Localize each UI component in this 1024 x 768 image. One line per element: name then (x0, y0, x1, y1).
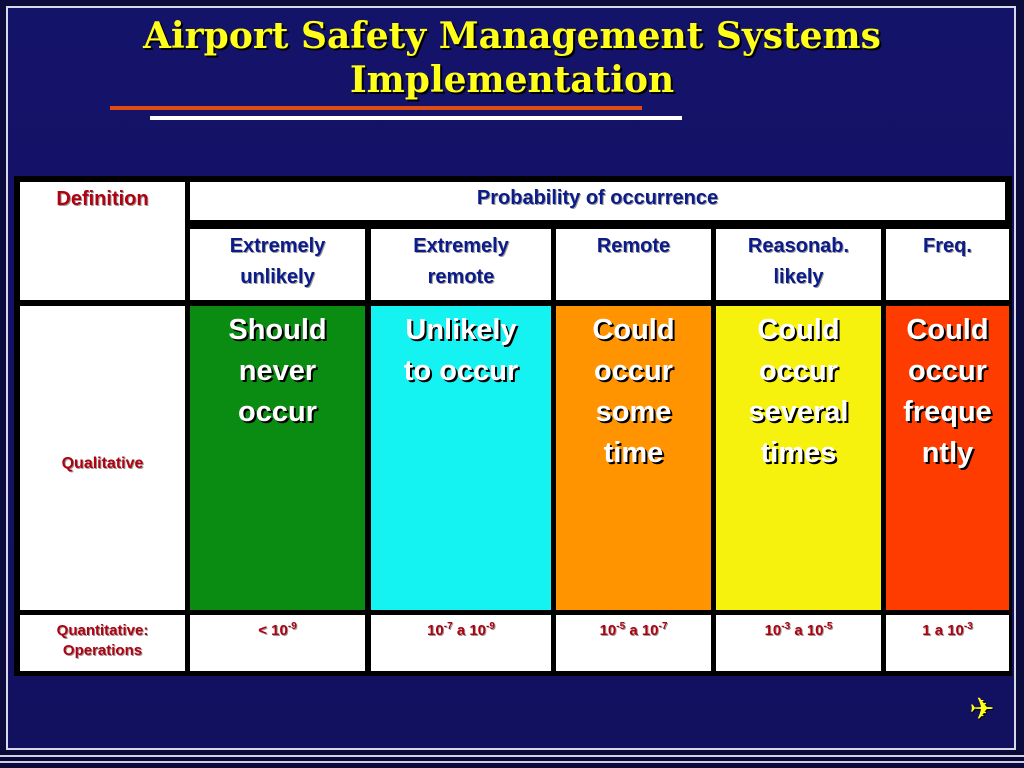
quantitative-exponent: -5 (616, 621, 626, 632)
quantitative-label-line1: Quantitative: (56, 622, 149, 639)
column-header-line1: Freq. (923, 235, 972, 257)
definition-header: Definition (56, 188, 149, 210)
qualitative-line: occur (594, 355, 673, 387)
qualitative-label: Qualitative (61, 455, 144, 472)
quantitative-exponent: -5 (823, 621, 833, 632)
quantitative-base: 10 (764, 622, 782, 639)
column-header (716, 229, 881, 300)
qualitative-cell (716, 306, 881, 610)
quantitative-base: 10 (427, 622, 444, 639)
definition-header-cell (20, 182, 185, 300)
qualitative-line: Could (906, 314, 989, 346)
qualitative-line: some (595, 396, 672, 428)
qualitative-line: Could (592, 314, 675, 346)
title-underline-red (110, 106, 642, 110)
column-header (556, 229, 711, 300)
title-underline-white (150, 116, 682, 120)
quantitative-exponent: -7 (443, 621, 453, 632)
airplane-icon: ✈ (969, 693, 995, 726)
quantitative-base: < 10 (258, 622, 288, 639)
qualitative-line: never (238, 355, 317, 387)
qualitative-line: occur (759, 355, 838, 387)
qualitative-cell (371, 306, 551, 610)
quantitative-label-cell (20, 615, 185, 671)
qualitative-cell (190, 306, 365, 610)
qualitative-label-cell (20, 306, 185, 610)
quantitative-cell (190, 615, 365, 671)
qualitative-cell (556, 306, 711, 610)
probability-header-cell (190, 182, 1005, 220)
column-header-line1: Extremely (413, 235, 509, 257)
quantitative-separator: a 10 (790, 622, 824, 639)
title-line-1: Airport Safety Management Systems (143, 15, 881, 57)
quantitative-separator: a 10 (452, 622, 487, 639)
column-header (886, 229, 1009, 300)
qualitative-line: Could (757, 314, 840, 346)
quantitative-cell (886, 615, 1009, 671)
quantitative-base: 10 (599, 622, 617, 639)
column-header (190, 229, 365, 300)
column-header-line1: Reasonab. (747, 235, 850, 257)
quantitative-base: 1 a 10 (922, 622, 964, 639)
qualitative-line: several (748, 396, 849, 428)
qualitative-line: freque (903, 396, 992, 428)
qualitative-line: to occur (403, 355, 519, 387)
quantitative-exponent: -3 (963, 621, 973, 632)
quantitative-cell (716, 615, 881, 671)
quantitative-exponent: -7 (658, 621, 668, 632)
quantitative-exponent: -3 (781, 621, 791, 632)
qualitative-line: Should (228, 314, 327, 346)
slide-title (0, 14, 1024, 102)
column-header-line2: likely (773, 266, 824, 288)
quantitative-exponent: -9 (287, 621, 297, 632)
title-line-2: Implementation (349, 59, 675, 101)
quantitative-exponent: -9 (486, 621, 495, 632)
bottom-border (0, 752, 1024, 768)
qualitative-line: times (760, 437, 837, 469)
qualitative-line: occur (238, 396, 317, 428)
quantitative-cell (371, 615, 551, 671)
bottom-line (0, 761, 1024, 763)
bottom-line (0, 755, 1024, 757)
column-header-line2: unlikely (240, 266, 315, 288)
qualitative-line: time (603, 437, 664, 469)
column-header-line1: Remote (596, 235, 671, 257)
qualitative-line: Unlikely (405, 314, 517, 346)
quantitative-cell (556, 615, 711, 671)
column-header-line1: Extremely (229, 235, 326, 257)
qualitative-line: ntly (921, 437, 974, 469)
qualitative-line: occur (908, 355, 987, 387)
column-header-line2: remote (427, 266, 495, 288)
quantitative-label-line2: Operations (62, 642, 143, 659)
column-header (371, 229, 551, 300)
qualitative-cell (886, 306, 1009, 610)
quantitative-separator: a 10 (625, 622, 659, 639)
probability-header: Probability of occurrence (476, 187, 719, 209)
